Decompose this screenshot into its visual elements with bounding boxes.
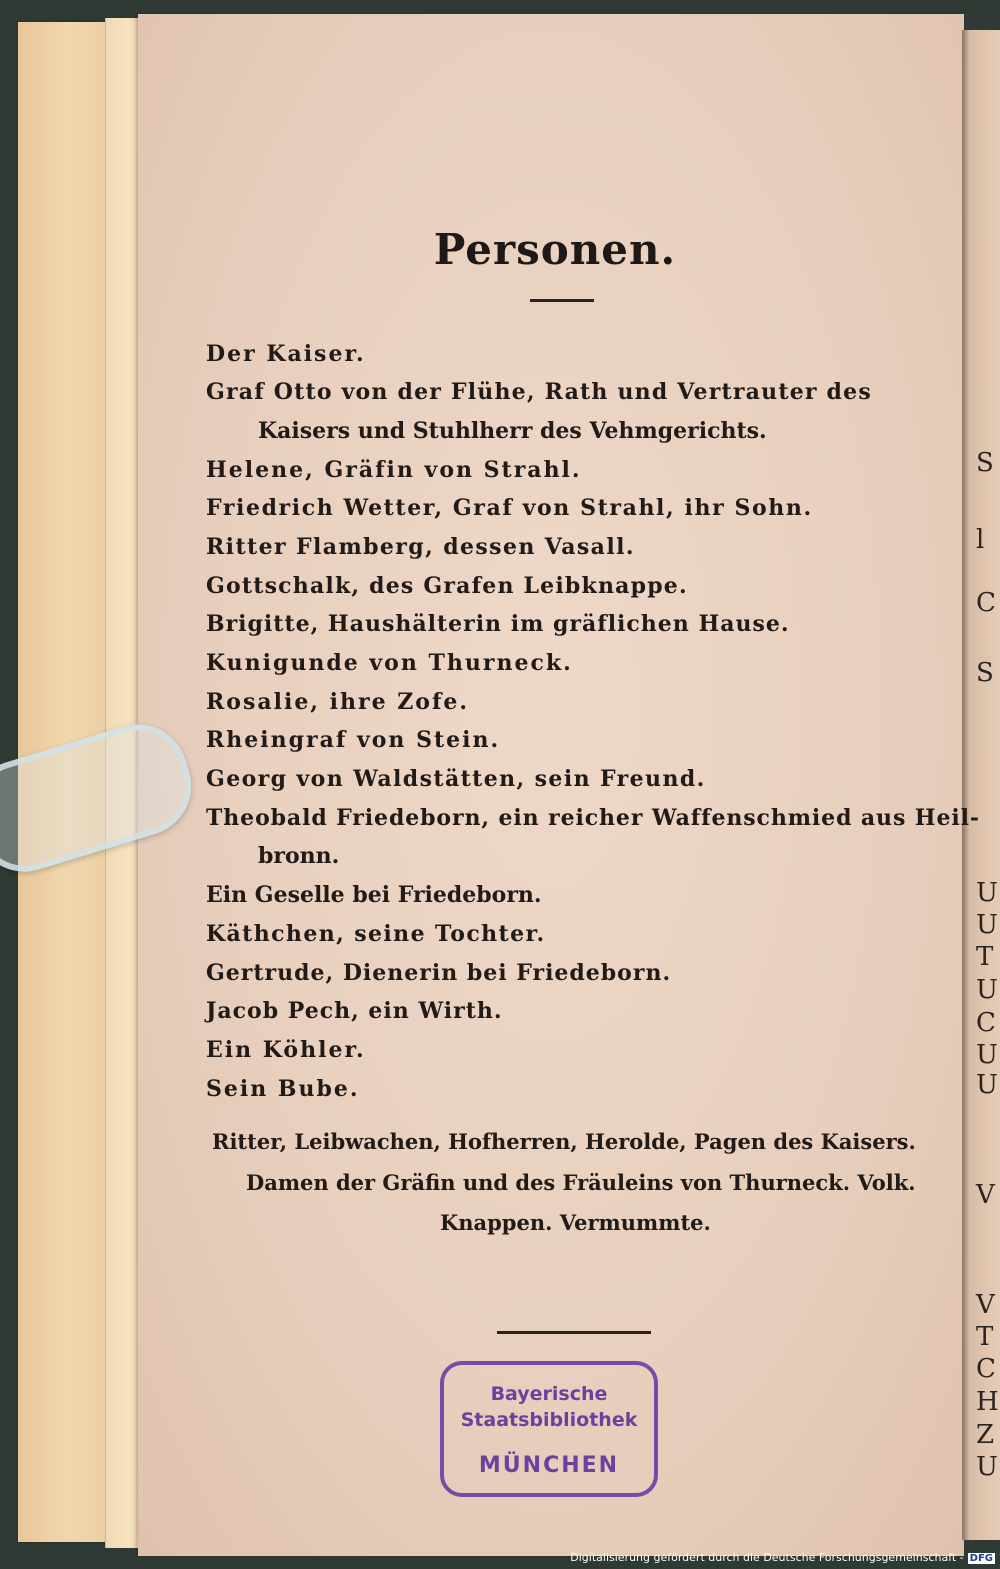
cast-line: Graf Otto von der Flühe, Rath und Vertrauter des — [206, 379, 872, 405]
adjacent-page-letter: H — [976, 1387, 999, 1417]
adjacent-page-letter: T — [976, 942, 994, 972]
stamp-line: MÜNCHEN — [478, 1453, 620, 1478]
cast-line: Gertrude, Dienerin bei Friedeborn. — [206, 960, 672, 986]
closing-divider — [497, 1331, 651, 1334]
page-title: Personen. — [433, 225, 677, 274]
cast-line: Georg von Waldstätten, sein Freund. — [206, 766, 706, 792]
adjacent-page-letter: U — [976, 1452, 998, 1482]
digitization-credit — [540, 1551, 995, 1569]
adjacent-page-letter: U — [976, 1070, 998, 1100]
cast-line: Ein Köhler. — [206, 1037, 366, 1063]
adjacent-page-letter: C — [976, 588, 996, 618]
adjacent-page-letter: Z — [976, 1420, 995, 1450]
cast-line: Brigitte, Haushälterin im gräflichen Hause. — [206, 611, 790, 637]
adjacent-page-letter: C — [976, 1354, 996, 1384]
adjacent-page-letter: U — [976, 975, 998, 1005]
cast-line: Rheingraf von Stein. — [206, 727, 501, 753]
stamp-line: Bayerische — [490, 1383, 608, 1405]
dfg-logo: DFG — [969, 1553, 993, 1564]
adjacent-page-letter: U — [976, 1040, 998, 1070]
cast-line: Ein Geselle bei Friedeborn. — [206, 882, 542, 908]
adjacent-page-letter: S — [976, 658, 994, 688]
cast-line: Der Kaiser. — [206, 341, 366, 367]
extras-line: Damen der Gräfin und des Fräuleins von Thurneck. Volk. — [246, 1170, 916, 1195]
cast-line: Sein Bube. — [206, 1076, 360, 1102]
adjacent-page-letter: U — [976, 878, 998, 908]
cast-line: Kaisers und Stuhlherr des Vehmgerichts. — [258, 418, 767, 444]
cast-line: Helene, Gräfin von Strahl. — [206, 457, 582, 483]
cast-line: Käthchen, seine Tochter. — [206, 921, 546, 947]
cast-line: Ritter Flamberg, dessen Vasall. — [206, 534, 635, 560]
cast-line: Kunigunde von Thurneck. — [206, 650, 573, 676]
extras-line: Ritter, Leibwachen, Hofherren, Herolde, Pagen des Kaisers. — [212, 1129, 916, 1154]
cast-line: Jacob Pech, ein Wirth. — [206, 998, 503, 1024]
adjacent-page-letter: U — [976, 910, 998, 940]
cast-line: bronn. — [258, 843, 340, 869]
extras-line: Knappen. Vermummte. — [440, 1210, 711, 1235]
cast-line: Gottschalk, des Grafen Leibknappe. — [206, 573, 688, 599]
adjacent-page-letter: V — [976, 1180, 995, 1210]
adjacent-page-letter: T — [976, 1322, 994, 1352]
library-stamp — [440, 1361, 658, 1497]
credit-text: Digitalisierung gefördert durch die Deutsche Forschungsgemeinschaft - — [570, 1551, 964, 1564]
cast-line: Friedrich Wetter, Graf von Strahl, ihr Sohn. — [206, 495, 813, 521]
adjacent-page-letter: S — [976, 448, 994, 478]
cast-line: Theobald Friedeborn, ein reicher Waffenschmied aus Heil- — [206, 805, 980, 831]
title-divider — [530, 299, 594, 302]
adjacent-page-letter: l — [976, 525, 985, 555]
adjacent-page-letter: V — [976, 1290, 995, 1320]
stamp-line: Staatsbibliothek — [460, 1409, 638, 1431]
adjacent-page-letter: C — [976, 1008, 996, 1038]
cast-line: Rosalie, ihre Zofe. — [206, 689, 470, 715]
